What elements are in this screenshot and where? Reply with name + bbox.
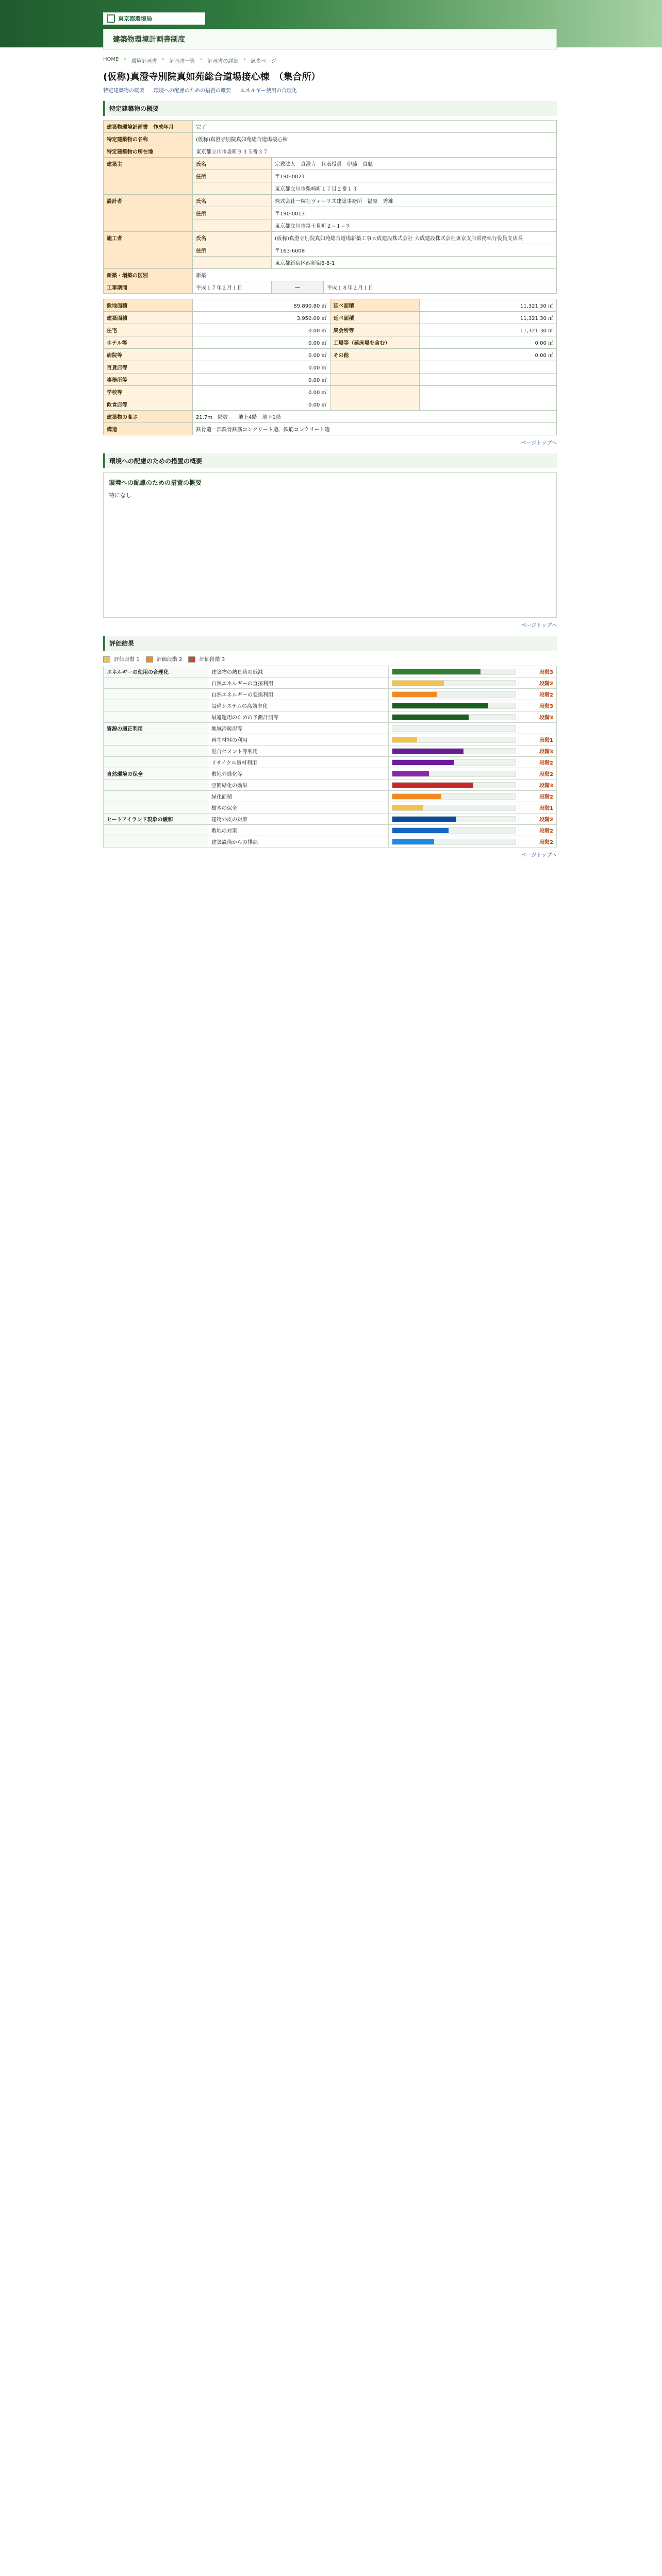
breadcrumb-separator-icon: › <box>162 57 164 62</box>
logo-text: 東京都環境局 <box>118 15 152 22</box>
evaluation-bar <box>392 759 516 766</box>
overview-sublabel: 氏名 <box>193 158 272 170</box>
evaluation-item: 空間緑化の効果 <box>208 779 389 791</box>
section-header-overview: 特定建築物の概要 <box>103 101 557 116</box>
evaluation-bar <box>392 725 516 732</box>
to-top-link[interactable]: ページトップへ <box>521 853 557 858</box>
evaluation-bar-fill <box>392 737 417 742</box>
evaluation-category: ヒートアイランド現象の緩和 <box>104 814 208 825</box>
evaluation-row <box>104 745 557 757</box>
evaluation-bar-cell <box>389 689 519 700</box>
evaluation-item: 自然エネルギーの直接利用 <box>208 677 389 689</box>
area-subvalue <box>419 374 557 386</box>
evaluation-bar-fill <box>392 715 469 720</box>
legend-label: 評価段階 1 <box>114 657 140 663</box>
evaluation-score: 段階3 <box>519 745 557 757</box>
evaluation-bar <box>392 680 516 686</box>
evaluation-row <box>104 802 557 814</box>
evaluation-bar <box>392 793 516 800</box>
legend-chip <box>103 656 110 663</box>
section-header-evaluation: 評価結果 <box>103 636 557 651</box>
evaluation-legend <box>103 655 557 663</box>
height-label: 建築物の高さ <box>104 411 193 423</box>
evaluation-score: 段階2 <box>519 814 557 825</box>
area-value: 89,890.80 ㎡ <box>193 299 330 312</box>
to-top-link-wrap <box>103 438 557 446</box>
considerations-box-title: 環境への配慮のための措置の概要 <box>109 479 202 486</box>
evaluation-bar-cell <box>389 723 519 734</box>
evaluation-category <box>104 711 208 723</box>
area-row <box>104 336 557 349</box>
area-subvalue: 0.00 ㎡ <box>419 336 557 349</box>
legend-chip <box>188 656 195 663</box>
evaluation-score: 段階3 <box>519 711 557 723</box>
evaluation-category <box>104 677 208 689</box>
evaluation-bar-fill <box>392 669 481 674</box>
evaluation-score: 段階2 <box>519 791 557 802</box>
area-sublabel: 事務所等 <box>104 374 193 386</box>
evaluation-row <box>104 757 557 768</box>
overview-table <box>103 120 557 294</box>
evaluation-category <box>104 745 208 757</box>
subnav-energy-link[interactable]: エネルギー使用の合理化 <box>240 88 297 94</box>
evaluation-bar-cell <box>389 814 519 825</box>
overview-value: 平成１８年２月１日 <box>323 281 556 294</box>
evaluation-category <box>104 734 208 745</box>
legend-label: 評価段階 3 <box>199 657 225 663</box>
overview-sublabel: 住所 <box>193 207 272 219</box>
evaluation-row <box>104 666 557 677</box>
overview-label: 新築・増築の区別 <box>104 269 193 281</box>
evaluation-score: 段階3 <box>519 779 557 791</box>
overview-label: 建築物環境計画書 作成年月 <box>104 121 193 133</box>
evaluation-bar-cell <box>389 768 519 779</box>
evaluation-bar <box>392 691 516 698</box>
evaluation-item: 敷地外緑化等 <box>208 768 389 779</box>
evaluation-item: 地域冷暖房等 <box>208 723 389 734</box>
overview-value: (仮称)真澄寺別院真如苑総合道場接心棟 <box>193 133 557 145</box>
evaluation-score: 段階2 <box>519 825 557 836</box>
area-subvalue: 11,321.30 ㎡ <box>419 312 557 324</box>
evaluation-row <box>104 825 557 836</box>
area-row <box>104 374 557 386</box>
evaluation-item: 敷地の対策 <box>208 825 389 836</box>
evaluation-bar-cell <box>389 791 519 802</box>
overview-label: 特定建築物の名称 <box>104 133 193 145</box>
evaluation-row <box>104 700 557 711</box>
evaluation-row <box>104 836 557 848</box>
logo-mark-icon <box>107 14 115 23</box>
area-sublabel: 住宅 <box>104 324 193 336</box>
overview-row <box>104 232 557 244</box>
evaluation-bar-fill <box>392 749 464 754</box>
evaluation-item: 混合セメント等利用 <box>208 745 389 757</box>
overview-row <box>104 133 557 145</box>
evaluation-bar <box>392 669 516 675</box>
legend-item <box>103 655 140 663</box>
evaluation-bar <box>392 827 516 834</box>
evaluation-score: 段階1 <box>519 734 557 745</box>
area-row <box>104 299 557 312</box>
considerations-box <box>103 472 557 618</box>
evaluation-row <box>104 814 557 825</box>
evaluation-row <box>104 677 557 689</box>
evaluation-score: 段階2 <box>519 768 557 779</box>
evaluation-score: 段階3 <box>519 700 557 711</box>
area-row <box>104 398 557 411</box>
evaluation-score: 段階3 <box>519 666 557 677</box>
subnav-overview-link[interactable]: 特定建築物の概要 <box>103 88 144 94</box>
evaluation-bar-fill <box>392 692 437 697</box>
evaluation-score: 段階2 <box>519 757 557 768</box>
area-sublabel: 学校等 <box>104 386 193 398</box>
evaluation-item: リサイクル資材利用 <box>208 757 389 768</box>
evaluation-item: 設備システムの高効率化 <box>208 700 389 711</box>
evaluation-item: 樹木の保全 <box>208 802 389 814</box>
breadcrumb-separator-icon: › <box>243 57 246 62</box>
area-subvalue: 11,321.30 ㎡ <box>419 324 557 336</box>
evaluation-category <box>104 689 208 700</box>
evaluation-bar-fill <box>392 817 456 822</box>
breadcrumb-item-3[interactable]: 計画書一覧 <box>169 59 195 64</box>
page <box>0 0 662 858</box>
top-banner <box>0 0 662 47</box>
area-row <box>104 312 557 324</box>
to-top-link-wrap <box>103 621 557 629</box>
system-banner <box>103 29 557 49</box>
evaluation-bar-fill <box>392 794 441 799</box>
evaluation-category <box>104 836 208 848</box>
main-container <box>103 57 557 865</box>
evaluation-score: 段階2 <box>519 677 557 689</box>
evaluation-score <box>519 723 557 734</box>
evaluation-bar-fill <box>392 771 429 776</box>
overview-label: 設計者 <box>104 195 193 232</box>
evaluation-item: 建築物の熱負荷の低減 <box>208 666 389 677</box>
area-subvalue: 0.00 ㎡ <box>193 361 330 374</box>
area-sublabel <box>330 398 419 411</box>
area-sublabel: 建築面積 <box>104 312 193 324</box>
evaluation-bar <box>392 703 516 709</box>
area-sublabel: 集会所等 <box>330 324 419 336</box>
evaluation-bar-cell <box>389 779 519 791</box>
evaluation-category <box>104 802 208 814</box>
section-header-considerations: 環境への配慮のための措置の概要 <box>103 453 557 468</box>
evaluation-bar-cell <box>389 711 519 723</box>
legend-label: 評価段階 2 <box>156 657 183 663</box>
evaluation-bar-fill <box>392 681 444 686</box>
evaluation-bar <box>392 737 516 743</box>
area-sublabel: 百貨店等 <box>104 361 193 374</box>
evaluation-bar <box>392 805 516 811</box>
area-label: 敷地面積 <box>104 299 193 312</box>
breadcrumb <box>103 57 557 64</box>
site-logo[interactable] <box>103 12 205 25</box>
overview-sublabel <box>193 257 272 269</box>
area-sublabel: 飲食店等 <box>104 398 193 411</box>
area-subvalue: 0.00 ㎡ <box>419 349 557 361</box>
area-sublabel <box>330 374 419 386</box>
evaluation-bar <box>392 748 516 754</box>
evaluation-bar-cell <box>389 677 519 689</box>
evaluation-bar-fill <box>392 760 454 765</box>
evaluation-category <box>104 825 208 836</box>
evaluation-bar-fill <box>392 805 423 810</box>
area-row <box>104 423 557 435</box>
overview-value: 〒190-0013 <box>272 207 557 219</box>
overview-row <box>104 195 557 207</box>
evaluation-bar-fill <box>392 703 488 708</box>
overview-sublabel: 氏名 <box>193 232 272 244</box>
overview-sublabel: 氏名 <box>193 195 272 207</box>
structure-value: 鉄骨造一部鉄骨鉄筋コンクリート造、鉄筋コンクリート造 <box>193 423 557 435</box>
evaluation-bar-cell <box>389 802 519 814</box>
area-sublabel <box>330 386 419 398</box>
evaluation-row <box>104 779 557 791</box>
evaluation-bar-cell <box>389 734 519 745</box>
area-subvalue: 0.00 ㎡ <box>193 324 330 336</box>
evaluation-category: エネルギーの使用の合理化 <box>104 666 208 677</box>
evaluation-category <box>104 757 208 768</box>
evaluation-bar <box>392 771 516 777</box>
evaluation-item: 建物外皮の対策 <box>208 814 389 825</box>
evaluation-item: 緑化面積 <box>208 791 389 802</box>
overview-label: 特定建築物の所在地 <box>104 145 193 158</box>
evaluation-bar-cell <box>389 745 519 757</box>
evaluation-item: 最適運用のための予測計測等 <box>208 711 389 723</box>
evaluation-bar-cell <box>389 825 519 836</box>
evaluation-score: 段階2 <box>519 836 557 848</box>
area-subvalue: 0.00 ㎡ <box>193 336 330 349</box>
page-title: (仮称)真澄寺別院真如苑総合道場接心棟 （集合所） <box>103 72 321 82</box>
evaluation-bar-cell <box>389 666 519 677</box>
overview-sublabel <box>193 182 272 195</box>
evaluation-category: 自然環境の保全 <box>104 768 208 779</box>
evaluation-category <box>104 700 208 711</box>
evaluation-item: 自然エネルギーの変換利用 <box>208 689 389 700</box>
overview-value: 東京都新宿区西新宿6-8-1 <box>272 257 557 269</box>
banner-title: 建築物環境計画書制度 <box>113 36 185 44</box>
legend-item <box>188 655 225 663</box>
area-row <box>104 386 557 398</box>
evaluation-bar <box>392 839 516 845</box>
overview-row <box>104 158 557 170</box>
subnav-considerations-link[interactable]: 環境への配慮のための措置の概要 <box>154 88 231 94</box>
evaluation-category <box>104 779 208 791</box>
considerations-box-body: 特になし <box>109 492 131 499</box>
overview-value: 東京都立川市泉町９３５番３７ <box>193 145 557 158</box>
overview-sublabel <box>193 219 272 232</box>
area-subvalue <box>419 398 557 411</box>
area-subvalue <box>419 386 557 398</box>
evaluation-bar-fill <box>392 783 473 788</box>
overview-row <box>104 269 557 281</box>
area-sublabel: 延べ面積 <box>330 312 419 324</box>
area-label: 延べ面積 <box>330 299 419 312</box>
breadcrumb-separator-icon: › <box>124 57 126 62</box>
evaluation-item: 建築設備からの排熱 <box>208 836 389 848</box>
area-row <box>104 411 557 423</box>
area-subvalue <box>419 361 557 374</box>
area-sublabel: その他 <box>330 349 419 361</box>
evaluation-bar-cell <box>389 700 519 711</box>
breadcrumb-separator-icon: › <box>200 57 203 62</box>
overview-label: 工事期間 <box>104 281 193 294</box>
evaluation-category: 資源の適正利用 <box>104 723 208 734</box>
area-row <box>104 349 557 361</box>
area-subvalue: 0.00 ㎡ <box>193 374 330 386</box>
evaluation-bar <box>392 782 516 788</box>
overview-value: 株式会社一粒社ヴォーリズ建築事務所 福原 秀雄 <box>272 195 557 207</box>
overview-row <box>104 281 557 294</box>
overview-value: 平成１７年２月１日 <box>193 281 272 294</box>
structure-label: 構造 <box>104 423 193 435</box>
area-table <box>103 299 557 435</box>
evaluation-row <box>104 791 557 802</box>
overview-label: 建築主 <box>104 158 193 195</box>
evaluation-score: 段階2 <box>519 689 557 700</box>
to-top-link[interactable]: ページトップへ <box>521 623 557 629</box>
overview-value: 宗教法人 真澄寺 代表役員 伊藤 真聰 <box>272 158 557 170</box>
area-subvalue: 0.00 ㎡ <box>193 349 330 361</box>
breadcrumb-item-5: 該当ページ <box>251 59 277 64</box>
area-sublabel <box>330 361 419 374</box>
area-sublabel: 病院等 <box>104 349 193 361</box>
evaluation-bar-cell <box>389 836 519 848</box>
area-subvalue: 0.00 ㎡ <box>193 398 330 411</box>
breadcrumb-item-1[interactable]: HOME <box>103 57 119 62</box>
section-subnav <box>103 86 557 94</box>
evaluation-bar-cell <box>389 757 519 768</box>
overview-value: 東京都立川市柴崎町１丁目２番１３ <box>272 182 557 195</box>
evaluation-item: 再生材料の利用 <box>208 734 389 745</box>
overview-label: 施工者 <box>104 232 193 269</box>
area-subvalue: 0.00 ㎡ <box>193 386 330 398</box>
overview-value: 完了 <box>193 121 557 133</box>
overview-value: 東京都立川市富士見町２−１−９ <box>272 219 557 232</box>
evaluation-row <box>104 689 557 700</box>
evaluation-row <box>104 723 557 734</box>
overview-row <box>104 121 557 133</box>
overview-sublabel: 住所 <box>193 244 272 257</box>
overview-row <box>104 145 557 158</box>
evaluation-category <box>104 791 208 802</box>
overview-value: 〒163-6008 <box>272 244 557 257</box>
evaluation-row <box>104 734 557 745</box>
height-value: 21.7m 階数 地上4階 地下1階 <box>193 411 557 423</box>
legend-chip <box>146 656 153 663</box>
area-value: 11,321.30 ㎡ <box>419 299 557 312</box>
area-row <box>104 361 557 374</box>
evaluation-row <box>104 768 557 779</box>
evaluation-bar <box>392 714 516 720</box>
legend-item <box>146 655 183 663</box>
evaluation-bar <box>392 816 516 822</box>
overview-value: (仮称)真澄寺別院真如苑総合道場新築工事大成建設株式会社 大成建設株式会社東京支店常務執行役員支店長 <box>272 232 557 244</box>
evaluation-rows <box>104 666 557 848</box>
area-row <box>104 324 557 336</box>
overview-value: 〒190-0021 <box>272 170 557 182</box>
evaluation-bar-fill <box>392 839 434 844</box>
area-sublabel: ホテル等 <box>104 336 193 349</box>
area-sublabel: 工場等（延床場を含む） <box>330 336 419 349</box>
overview-sublabel: 住所 <box>193 170 272 182</box>
overview-value: 新築 <box>193 269 557 281</box>
to-top-link[interactable]: ページトップへ <box>521 440 557 446</box>
to-top-link-wrap <box>103 851 557 858</box>
evaluation-bar-fill <box>392 828 449 833</box>
overview-separator: 〜 <box>272 281 324 294</box>
evaluation-table <box>103 666 557 848</box>
evaluation-score: 段階1 <box>519 802 557 814</box>
evaluation-row <box>104 711 557 723</box>
breadcrumb-item-2[interactable]: 環境計画書 <box>131 59 157 64</box>
area-subvalue: 3,950.09 ㎡ <box>193 312 330 324</box>
breadcrumb-item-4[interactable]: 計画書の詳細 <box>207 59 239 64</box>
